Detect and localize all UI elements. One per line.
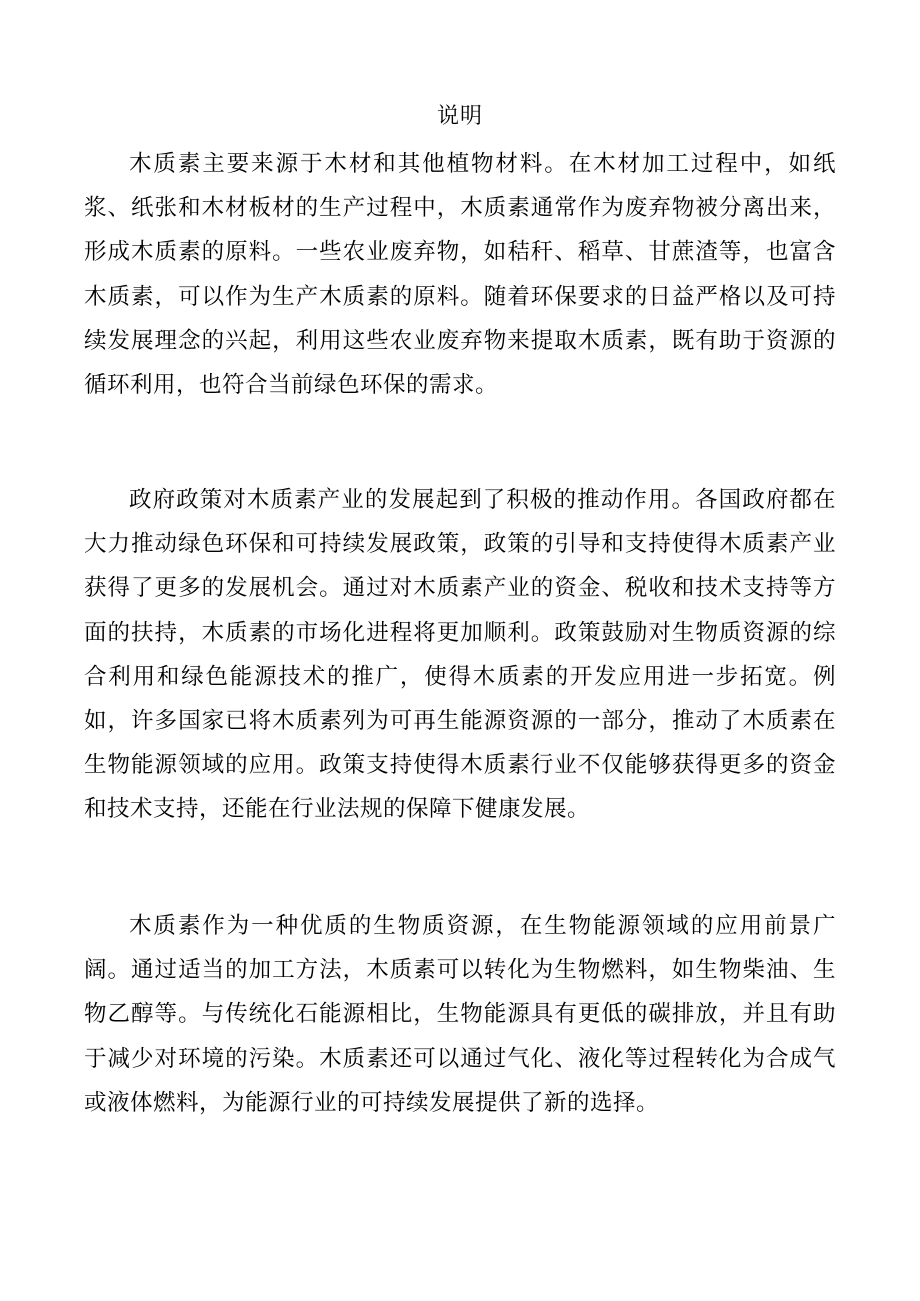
document-title: 说明 [436,104,483,129]
paragraph-government-policy: 政府政策对木质素产业的发展起到了积极的推动作用。各国政府都在大力推动绿色环保和可持续发展政策，政策的引导和支持使得木质素产业获得了更多的发展机会。通过对木质素产业的资金、税收和技术支持等方面的扶持，木质素的市场化进程将更加顺利。政策鼓励对生物质资源的综合利用和绿色能源技术的推广，使得木质素的开发应用进一步拓宽。例如，许多国家已将木质素列为可再生能源资源的一部分，推动了木质素在生物能源领域的应用。政策支持使得木质素行业不仅能够获得更多的资金和技术支持，还能在行业法规的保障下健康发展。 [84,487,836,823]
paragraph-lignin-sources: 木质素主要来源于木材和其他植物材料。在木材加工过程中，如纸浆、纸张和木材板材的生产过程中，木质素通常作为废弃物被分离出来，形成木质素的原料。一些农业废弃物，如秸秆、稻草、甘蔗渣等，也富含木质素，可以作为生产木质素的原料。随着环保要求的日益严格以及可持续发展理念的兴起，利用这些农业废弃物来提取木质素，既有助于资源的循环利用，也符合当前绿色环保的需求。 [84,151,836,399]
paragraph-bioenergy-application: 木质素作为一种优质的生物质资源，在生物能源领域的应用前景广阔。通过适当的加工方法，木质素可以转化为生物燃料，如生物柴油、生物乙醇等。与传统化石能源相比，生物能源具有更低的碳排放，并且有助于减少对环境的污染。木质素还可以通过气化、液化等过程转化为合成气或液体燃料，为能源行业的可持续发展提供了新的选择。 [84,913,836,1116]
